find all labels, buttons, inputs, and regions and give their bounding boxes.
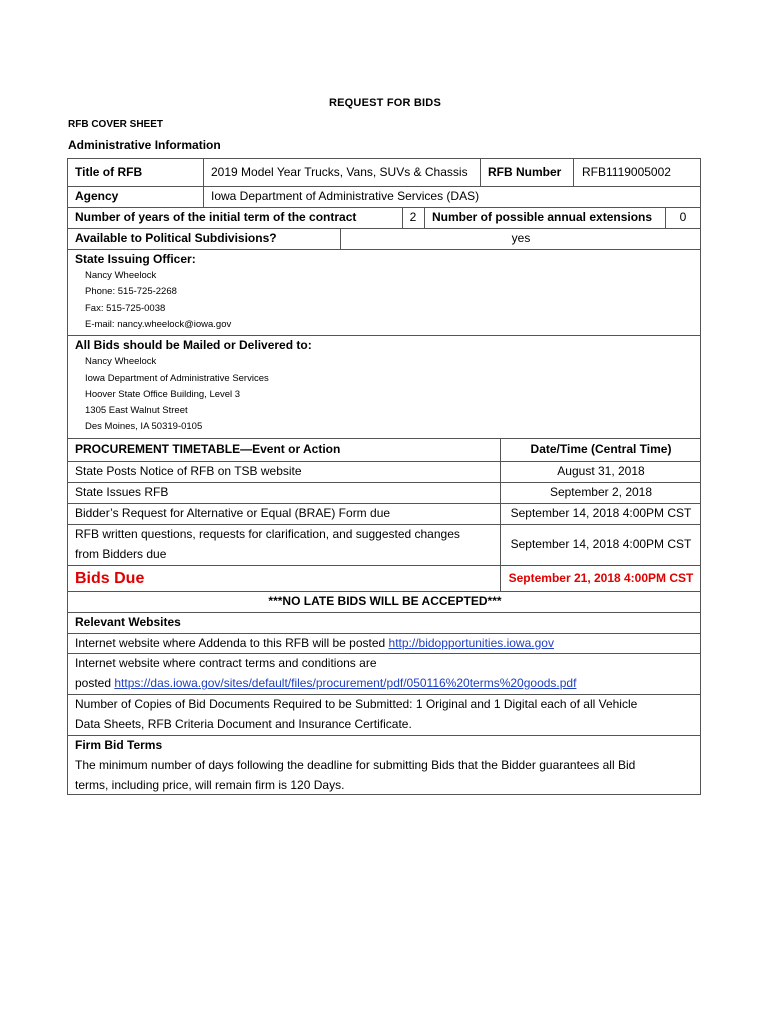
title-value: 2019 Model Year Trucks, Vans, SUVs & Chassis xyxy=(211,165,468,179)
terms-line-2 xyxy=(75,676,576,691)
mailing-heading: All Bids should be Mailed or Delivered to: xyxy=(75,338,312,352)
firm-bid-line-2: terms, including price, will remain firm is 120 Days. xyxy=(75,778,345,792)
mailing-line: Nancy Wheelock xyxy=(85,356,157,367)
copies-line-1: Number of Copies of Bid Documents Required to be Submitted: 1 Original and 1 Digital each of all Vehicle xyxy=(75,697,638,711)
title-label: Title of RFB xyxy=(75,165,143,179)
firm-bid-heading: Firm Bid Terms xyxy=(75,738,163,752)
political-subdivisions-label: Available to Political Subdivisions? xyxy=(75,231,277,245)
rfb-number-label: RFB Number xyxy=(488,165,562,179)
timetable-date: September 14, 2018 4:00PM CST xyxy=(510,506,692,520)
initial-term-label: Number of years of the initial term of the contract xyxy=(75,210,357,224)
timetable-event: RFB written questions, requests for clarification, and suggested changes xyxy=(75,527,460,541)
timetable-event: State Issues RFB xyxy=(75,485,169,499)
addenda-line xyxy=(75,636,554,651)
terms-link[interactable]: https://das.iowa.gov/sites/default/files/procurement/pdf/050116%20terms%20goods.pdf xyxy=(114,676,577,690)
terms-text: posted xyxy=(75,676,115,690)
admin-info-heading: Administrative Information xyxy=(68,138,221,152)
firm-bid-line-1: The minimum number of days following the deadline for submitting Bids that the Bidder guarantees all Bid xyxy=(75,758,636,772)
timetable-event: Bidder’s Request for Alternative or Equal (BRAE) Form due xyxy=(75,506,391,520)
officer-heading: State Issuing Officer: xyxy=(75,252,196,266)
websites-heading: Relevant Websites xyxy=(75,615,181,629)
mailing-line: Des Moines, IA 50319-0105 xyxy=(85,421,203,432)
mailing-line: Iowa Department of Administrative Services xyxy=(85,373,269,384)
timetable-date-header: Date/Time (Central Time) xyxy=(530,442,672,456)
initial-term-value: 2 xyxy=(409,210,417,224)
extensions-label: Number of possible annual extensions xyxy=(432,210,653,224)
page-title: REQUEST FOR BIDS xyxy=(329,97,441,109)
timetable-date: September 14, 2018 4:00PM CST xyxy=(510,537,692,551)
addenda-link[interactable]: http://bidopportunities.iowa.gov xyxy=(388,636,554,650)
no-late-bids-notice: ***NO LATE BIDS WILL BE ACCEPTED*** xyxy=(268,594,502,608)
extensions-value: 0 xyxy=(679,210,687,224)
officer-email: E-mail: nancy.wheelock@iowa.gov xyxy=(85,319,232,330)
timetable-date: September 2, 2018 xyxy=(549,485,653,499)
addenda-text: Internet website where Addenda to this RFB will be posted xyxy=(75,636,389,650)
agency-label: Agency xyxy=(75,189,119,203)
terms-line-1: Internet website where contract terms and conditions are xyxy=(75,656,377,670)
agency-value: Iowa Department of Administrative Services (DAS) xyxy=(211,189,480,203)
mailing-line: 1305 East Walnut Street xyxy=(85,405,188,416)
officer-phone: Phone: 515-725-2268 xyxy=(85,286,177,297)
bids-due-date: September 21, 2018 4:00PM CST xyxy=(508,571,694,585)
mailing-line: Hoover State Office Building, Level 3 xyxy=(85,389,241,400)
timetable-event-cont: from Bidders due xyxy=(75,547,167,561)
officer-fax: Fax: 515-725-0038 xyxy=(85,303,166,314)
timetable-date: August 31, 2018 xyxy=(557,464,645,478)
cover-sheet-heading: RFB COVER SHEET xyxy=(68,119,164,130)
rfb-cover-table xyxy=(67,158,701,795)
rfb-number-value: RFB1119005002 xyxy=(582,165,671,179)
timetable-event-header: PROCUREMENT TIMETABLE—Event or Action xyxy=(75,442,341,456)
copies-line-2: Data Sheets, RFB Criteria Document and Insurance Certificate. xyxy=(75,717,412,731)
timetable-event: State Posts Notice of RFB on TSB website xyxy=(75,464,302,478)
bids-due-label: Bids Due xyxy=(75,570,145,587)
political-subdivisions-value: yes xyxy=(511,231,531,245)
officer-name: Nancy Wheelock xyxy=(85,270,157,281)
